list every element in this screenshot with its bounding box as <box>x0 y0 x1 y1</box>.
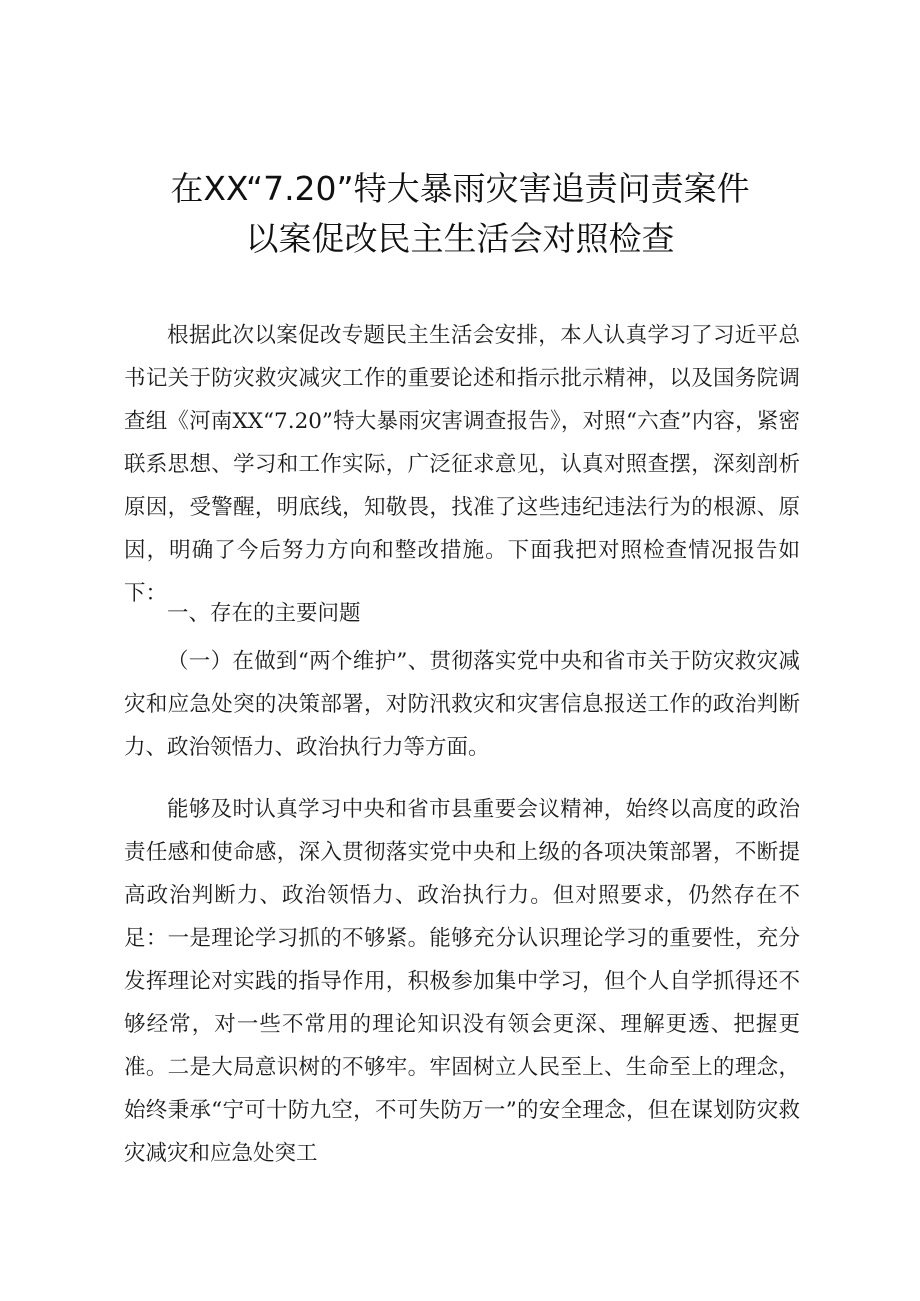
body-paragraph: 能够及时认真学习中央和省市县重要会议精神，始终以高度的政治责任感和使命感，深入贯彻落实党中央和上级的各项决策部署，不断提高政治判断力、政治领悟力、政治执行力。但对照要求，仍然存在不足：一是理论学习抓的不够紧。能够充分认识理论学习的重要性，充分发挥理论对实践的指导作用，积极参加集中学习，但个人自学抓得还不够经常，对一些不常用的理论知识没有领会更深、理解更透、把握更准。二是大局意识树的不够牢。牢固树立人民至上、生命至上的理念，始终秉承“宁可十防九空，不可失防万一”的安全理念，但在谋划防灾救灾减灾和应急处突工 <box>124 797 800 1166</box>
section-heading: 一、存在的主要问题 <box>167 601 361 626</box>
document-title-line-2: 以案促改民主生活会对照检查 <box>245 219 675 258</box>
document-title-line-1: 在XX“7.20”特大暴雨灾害追责问责案件 <box>170 169 750 208</box>
sub-section-heading: （一）在做到“两个维护”、贯彻落实党中央和省市关于防灾救灾减灾和应急处突的决策部署，对防汛救灾和灾害信息报送工作的政治判断力、政治领悟力、政治执行力等方面。 <box>124 649 800 760</box>
intro-paragraph: 根据此次以案促改专题民主生活会安排，本人认真学习了习近平总书记关于防灾救灾减灾工作的重要论述和指示批示精神，以及国务院调查组《河南XX“7.20”特大暴雨灾害调查报告》，对照“六查”内容，紧密联系思想、学习和工作实际，广泛征求意见，认真对照查摆，深刻剖析原因，受警醒，明底线，知敬畏，找准了这些违纪违法行为的根源、原因，明确了今后努力方向和整改措施。下面我把对照检查情况报告如下： <box>124 323 800 606</box>
